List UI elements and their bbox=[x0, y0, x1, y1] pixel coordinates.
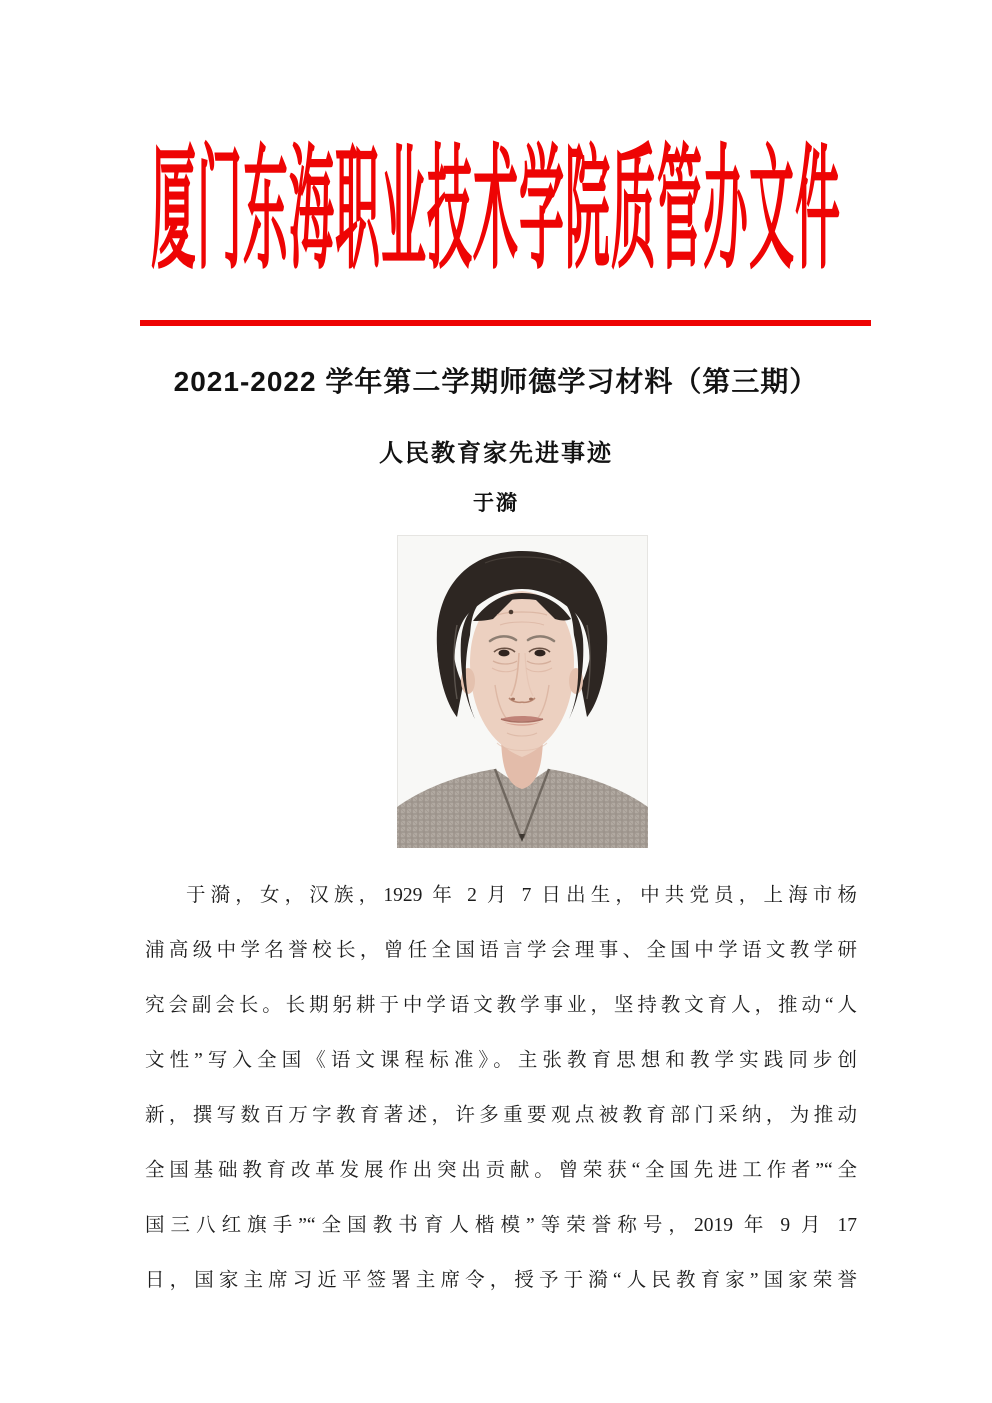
body-paragraph bbox=[145, 868, 857, 1308]
paragraph-line-7: 国三八红旗手”“全国教书育人楷模”等荣誉称号，2019 年 9 月 17 bbox=[145, 1215, 857, 1236]
paragraph-line-3: 究会副会长。长期躬耕于中学语文教学事业，坚持教文育人，推动“人 bbox=[145, 995, 857, 1016]
portrait-photo bbox=[397, 535, 648, 848]
document-title: 2021-2022 学年第二学期师德学习材料（第三期） bbox=[173, 366, 819, 397]
red-divider-line bbox=[140, 320, 871, 326]
paragraph-line-4: 文性”写入全国《语文课程标准》。主张教育思想和教学实践同步创 bbox=[145, 1050, 857, 1071]
paragraph-line-2: 浦高级中学名誉校长，曾任全国语言学会理事、全国中学语文教学研 bbox=[145, 940, 857, 961]
banner-title: 厦门东海职业技术学院质管办文件 bbox=[150, 135, 841, 286]
paragraph-line-8: 日，国家主席习近平签署主席令，授予于漪“人民教育家”国家荣誉 bbox=[145, 1270, 857, 1291]
document-header-banner bbox=[0, 118, 992, 286]
person-name: 于漪 bbox=[473, 492, 519, 515]
paragraph-line-1: 于漪，女，汉族，1929 年 2 月 7 日出生，中共党员，上海市杨 bbox=[185, 885, 857, 906]
section-title: 人民教育家先进事迹 bbox=[379, 440, 613, 467]
paragraph-line-5: 新，撰写数百万字教育著述，许多重要观点被教育部门采纳，为推动 bbox=[145, 1105, 857, 1126]
portrait-illustration bbox=[397, 535, 648, 848]
paragraph-line-6: 全国基础教育改革发展作出突出贡献。曾荣获“全国先进工作者”“全 bbox=[145, 1160, 857, 1181]
